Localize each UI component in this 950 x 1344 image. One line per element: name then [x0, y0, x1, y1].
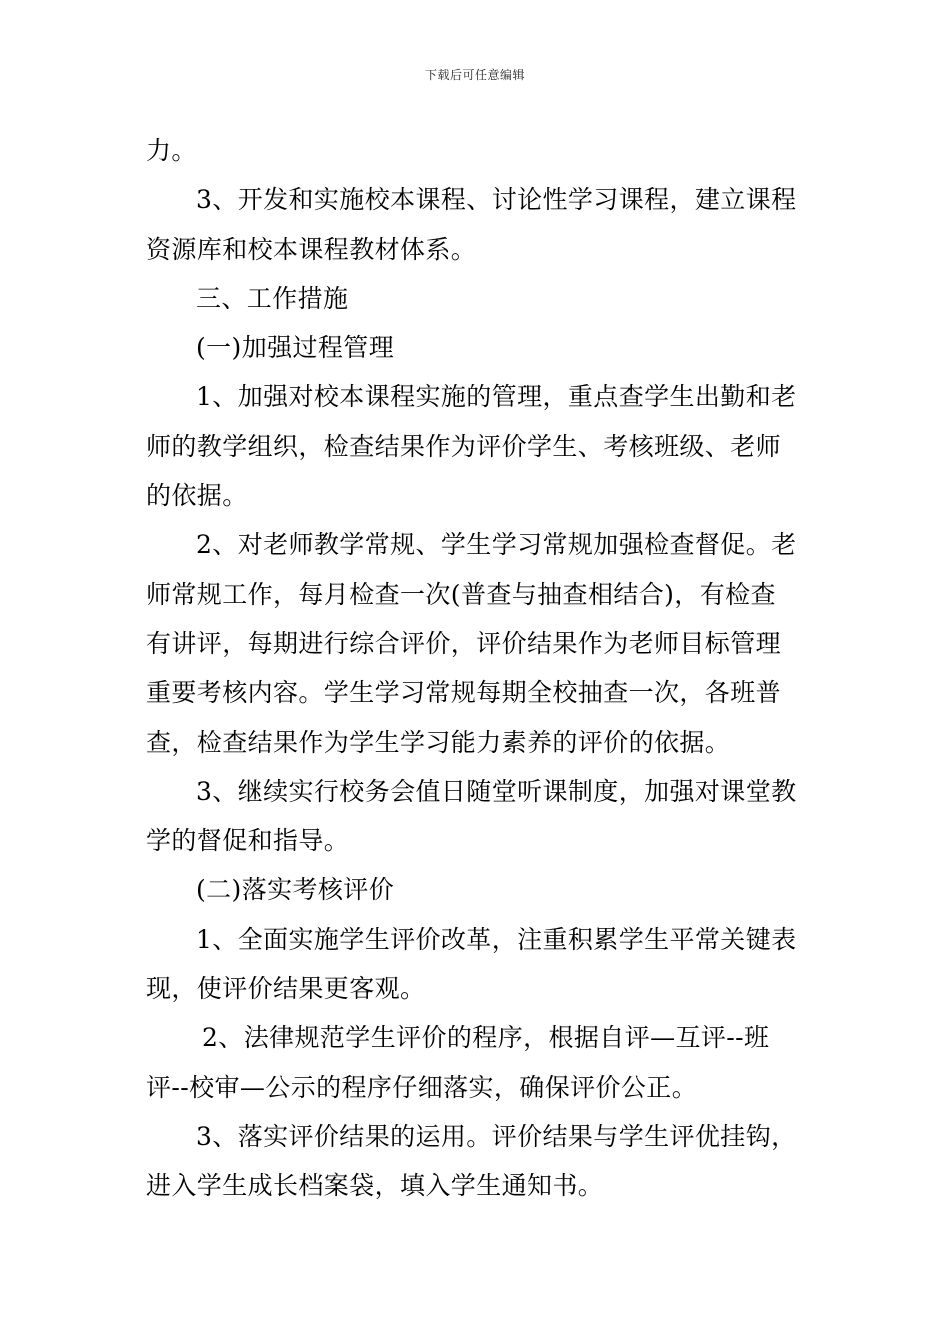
subsection-heading: (二)落实考核评价: [196, 875, 395, 905]
text-line: 查，检查结果作为学生学习能力素养的评价的依据。: [146, 727, 731, 757]
text-line: 重要考核内容。学生学习常规每期全校抽查一次，各班普: [146, 678, 782, 708]
subsection-heading: (一)加强过程管理: [196, 333, 395, 363]
text-line: 2、法律规范学生评价的程序，根据自评—互评--班: [202, 1023, 770, 1053]
text-line: 1、全面实施学生评价改革，注重积累学生平常关键表: [196, 924, 797, 954]
text-line: 2、对老师教学常规、学生学习常规加强检查督促。老: [196, 530, 797, 560]
text-line: 3、继续实行校务会值日随堂听课制度，加强对课堂教: [196, 776, 797, 806]
page-header: 下载后可任意编辑: [424, 68, 525, 82]
text-line: 的依据。: [146, 481, 248, 511]
text-line: 资源库和校本课程教材体系。: [146, 234, 477, 264]
text-line: 力。: [146, 136, 197, 165]
text-line: 评--校审—公示的程序仔细落实，确保评价公正。: [146, 1072, 698, 1102]
text-line: 3、开发和实施校本课程、讨论性学习课程，建立课程: [196, 185, 797, 215]
text-line: 1、加强对校本课程实施的管理，重点查学生出勤和老: [196, 382, 797, 412]
document-body: [146, 126, 810, 1211]
text-line: 3、落实评价结果的运用。评价结果与学生评优挂钩，: [196, 1121, 797, 1151]
text-line: 师的教学组织，检查结果作为评价学生、考核班级、老师: [146, 431, 782, 461]
text-line: 现，使评价结果更客观。: [146, 974, 426, 1004]
text-line: 有讲评，每期进行综合评价，评价结果作为老师目标管理: [146, 628, 782, 658]
text-line: 师常规工作，每月检查一次(普查与抽查相结合)，有检查: [146, 579, 776, 609]
text-line: 学的督促和指导。: [146, 826, 350, 856]
section-heading: 三、工作措施: [196, 283, 349, 313]
text-line: 进入学生成长档案袋，填入学生通知书。: [146, 1171, 604, 1201]
